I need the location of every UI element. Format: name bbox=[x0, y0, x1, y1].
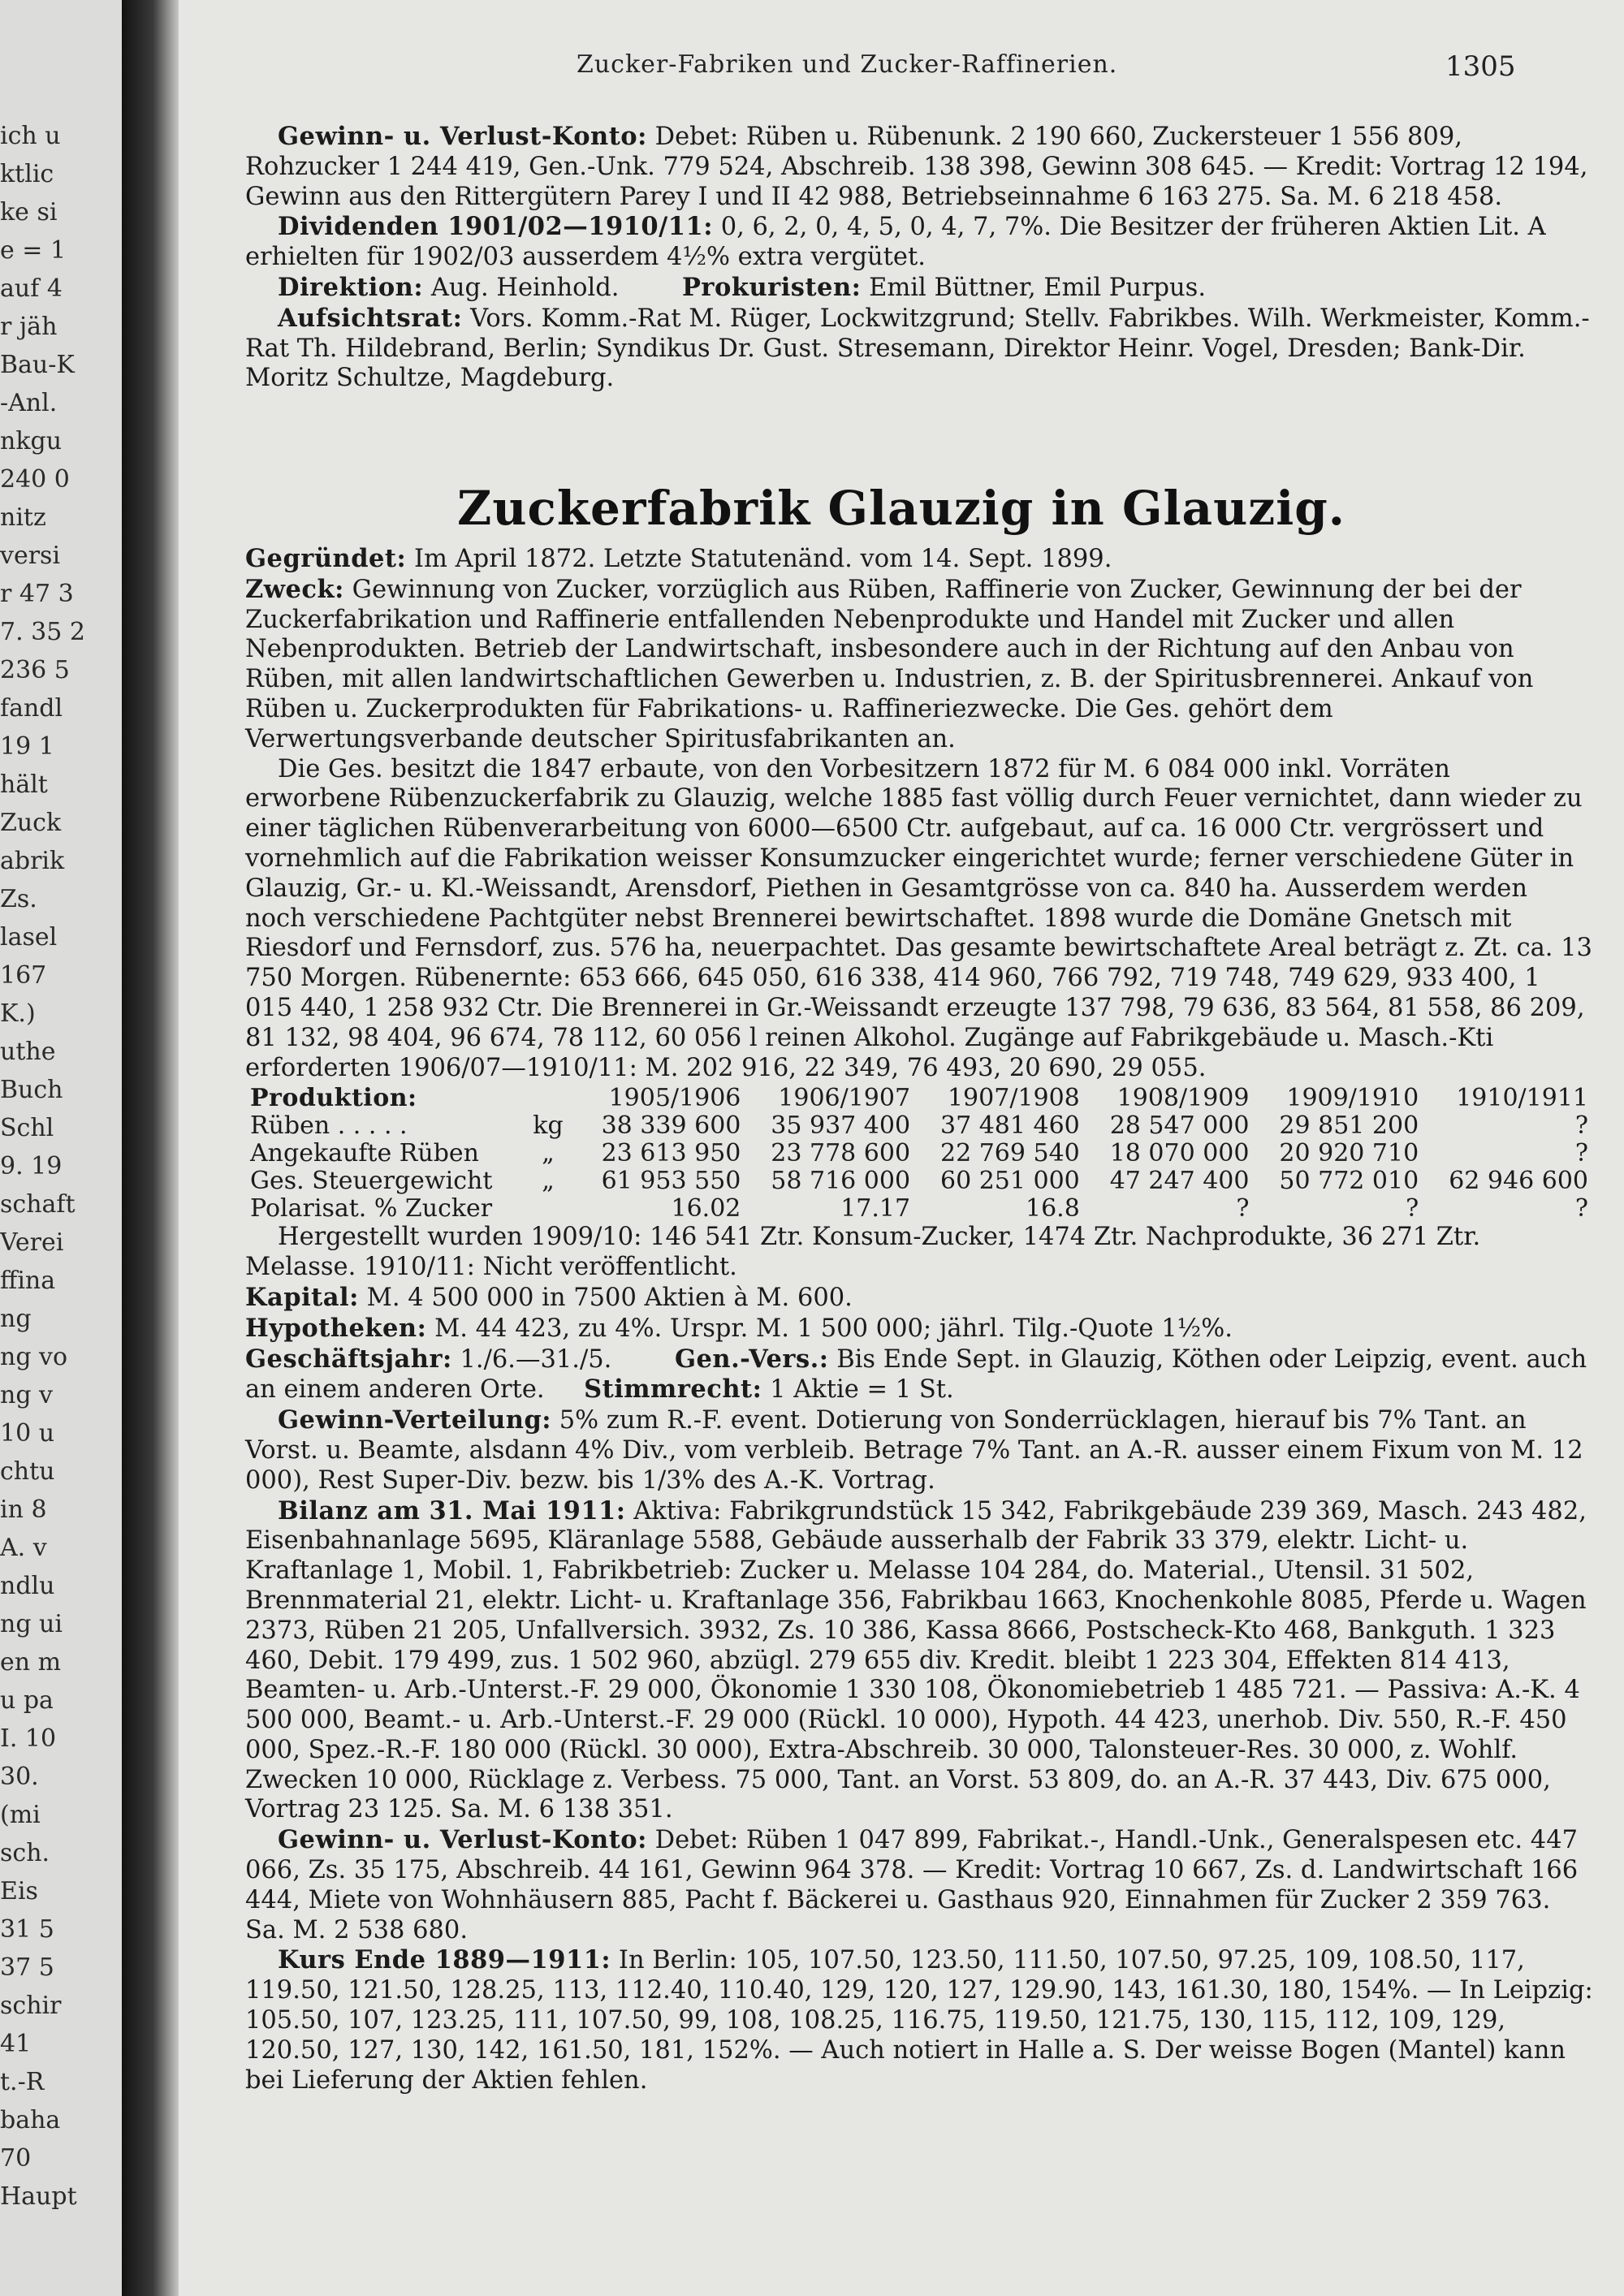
adjacent-page-text: e = 1 bbox=[0, 236, 67, 265]
adjacent-page-text: sch. bbox=[0, 1839, 50, 1867]
page-number: 1305 bbox=[1445, 50, 1516, 83]
adjacent-page-text: en m bbox=[0, 1648, 62, 1677]
adjacent-page-text: Schl bbox=[0, 1114, 54, 1142]
adjacent-page-text: Eis bbox=[0, 1877, 38, 1905]
production-cell: 50 772 010 bbox=[1279, 1167, 1419, 1196]
adjacent-page-text: 37 5 bbox=[0, 1953, 54, 1982]
adjacent-page-text: Zuck bbox=[0, 809, 62, 837]
production-table bbox=[245, 1085, 1593, 1223]
production-row-label: Ges. Steuergewicht bbox=[250, 1167, 493, 1196]
gewinn-verlust-konto: Gewinn- u. Verlust-Konto: Debet: Rüben 1 047 899, Fabrikat.-, Handl.-Unk., Generalspesen etc. 447 066, Zs. 35 175, Abschreib. 44 161, Gewinn 964 378. — Kredit: Vortrag 10 667, Zs. d. Landwirtschaft 166 444, Miete von Wohnhäusern 885, Pacht f. Bäckerei u. Gasthaus 920, Einnahmen für Zucker 2 359 763. Sa. M. 2 538 680. bbox=[245, 1825, 1579, 1944]
adjacent-page-text: I. 10 bbox=[0, 1724, 57, 1753]
adjacent-page-text: Buch bbox=[0, 1076, 63, 1104]
production-cell: 17.17 bbox=[840, 1194, 911, 1224]
production-year: 1908/1909 bbox=[1116, 1084, 1250, 1113]
adjacent-page-text: 30. bbox=[0, 1763, 39, 1791]
adjacent-page-text: ktlic bbox=[0, 160, 54, 188]
production-row bbox=[245, 1167, 1593, 1195]
adjacent-page-text: schir bbox=[0, 1992, 62, 2020]
production-cell: ? bbox=[1236, 1194, 1250, 1224]
production-year: 1910/1911 bbox=[1456, 1084, 1588, 1113]
adjacent-page-text: ndlu bbox=[0, 1572, 55, 1600]
production-cell: ? bbox=[1574, 1139, 1588, 1168]
adjacent-page-text: 236 5 bbox=[0, 656, 70, 684]
adjacent-page-text: t.-R bbox=[0, 2068, 45, 2096]
adjacent-page-text: K.) bbox=[0, 999, 36, 1028]
production-cell: 38 339 600 bbox=[601, 1111, 741, 1141]
production-row-unit bbox=[520, 1195, 576, 1223]
adjacent-page-text: Bau-K bbox=[0, 351, 75, 379]
kapital: Kapital: M. 4 500 000 in 7500 Aktien à M. 600. bbox=[245, 1282, 853, 1312]
adjacent-page-text: 9. 19 bbox=[0, 1152, 63, 1180]
production-label: Produktion: bbox=[250, 1084, 417, 1113]
adjacent-page-text: uthe bbox=[0, 1038, 56, 1066]
production-row-unit: „ bbox=[542, 1167, 555, 1196]
production-year: 1905/1906 bbox=[608, 1084, 741, 1113]
prev-dividends: Dividenden 1901/02—1910/11: 0, 6, 2, 0, 4, 5, 0, 4, 7, 7%. Die Besitzer der früheren Aktien Lit. A erhielten für 1902/03 ausserdem 4½% extra vergütet. bbox=[245, 212, 1546, 272]
production-cell: 18 070 000 bbox=[1109, 1139, 1250, 1168]
adjacent-page-text: r jäh bbox=[0, 313, 58, 341]
book-gutter bbox=[122, 0, 179, 2296]
bilanz: Bilanz am 31. Mai 1911: Aktiva: Fabrikgrundstück 15 342, Fabrikgebäude 239 369, Masch. 243 482, Eisenbahnanlage 5695, Kläranlage 5588, Gebäude ausserhalb der Fabrik 33 379, elektr. Licht- u. Kraftanlage 1, Mobil. 1, Fabrikbetrieb: Zucker u. Melasse 104 284, do. Material., Utensil. 31 502, Brennmaterial 21, elektr. Licht- u. Kraftanlage 356, Fabrikbau 1663, Knochenkohle 8085, Pferde u. Wagen 2373, Rüben 21 205, Unfallversich. 3932, Zs. 10 386, Kassa 8666, Postscheck-Kto 468, Bankguth. 1 323 460, Debit. 179 499, zus. 1 502 960, abzügl. 279 655 div. Kredit. bleibt 1 223 304, Effekten 814 413, Beamten- u. Arb.-Unterst.-F. 29 000, Ökonomie 1 330 108, Ökonomiebetrieb 1 485 721. — Passiva: A.-K. 4 500 000, Beamt.- u. Arb.-Unterst.-F. 29 000 (Rückl. 10 000), Hypoth. 44 423, unerhob. Div. 550, R.-F. 450 000, Spez.-R.-F. 180 000 (Rückl. 30 000), Extra-Abschreib. 30 000, Talonsteuer-Res. 30 000, z. Wohlf. Zwecken 10 000, Rücklage z. Verbess. 75 000, Tant. an Vorst. 53 809, do. an A.-R. 37 443, Div. 675 000, Vortrag 23 125. Sa. M. 6 138 351. bbox=[245, 1495, 1587, 1824]
adjacent-page-text: 70 bbox=[0, 2144, 32, 2173]
adjacent-page-text: u pa bbox=[0, 1686, 54, 1715]
production-row bbox=[245, 1112, 1593, 1140]
hergestellt: Hergestellt wurden 1909/10: 146 541 Ztr. Konsum-Zucker, 1474 Ztr. Nachprodukte, 36 271 Ztr. Melasse. 1910/11: Nicht veröffentlicht. bbox=[245, 1223, 1481, 1282]
adjacent-page-text: 10 u bbox=[0, 1419, 55, 1448]
page bbox=[179, 0, 1624, 2296]
production-row bbox=[245, 1195, 1593, 1223]
adjacent-page-text: 240 0 bbox=[0, 465, 70, 494]
production-row-unit: „ bbox=[542, 1139, 555, 1168]
production-cell: ? bbox=[1574, 1194, 1588, 1224]
adjacent-page-text: Zs. bbox=[0, 885, 37, 913]
prev-aufsichtsrat: Aufsichtsrat: Vors. Komm.-Rat M. Rüger, Lockwitzgrund; Stellv. Fabrikbes. Wilh. Werkmeister, Komm.-Rat Th. Hildebrand, Berlin; Syndikus Dr. Gust. Stresemann, Direktor Heinr. Vogel, Dresden; Bank-Dir. Moritz Schultze, Magdeburg. bbox=[245, 303, 1590, 393]
production-row-label: Angekaufte Rüben bbox=[250, 1139, 479, 1168]
adjacent-page-text: ffina bbox=[0, 1267, 56, 1295]
running-title: Zucker-Fabriken und Zucker-Raffinerien. bbox=[577, 50, 1118, 79]
adjacent-page-text: 7. 35 2 bbox=[0, 618, 85, 646]
production-cell: 23 778 600 bbox=[771, 1139, 911, 1168]
company-body bbox=[245, 544, 1593, 2095]
besitz: Die Ges. besitzt die 1847 erbaute, von den Vorbesitzern 1872 für M. 6 084 000 inkl. Vorräten erworbene Rübenzuckerfabrik zu Glauzig, welche 1885 fast völlig durch Feuer vernichtet, dann wieder zu einer täglichen Rübenverarbeitung von 6000—6500 Ctr. aufgebaut, auf ca. 16 000 Ctr. vergrössert und vornehmlich auf die Fabrikation weisser Konsumzucker eingerichtet wurde; ferner verschiedene Güter in Glauzig, Gr.- u. Kl.-Weissandt, Arensdorf, Piethen in Gesamtgrösse von ca. 840 ha. Ausserdem werden noch verschiedene Pachtgüter nebst Brennerei bewirtschaftet. 1898 wurde die Domäne Gnetsch mit Riesdorf und Fernsdorf, zus. 576 ha, neuerpachtet. Das gesamte bewirtschaftete Areal beträgt z. Zt. ca. 13 750 Morgen. Rübenernte: 653 666, 645 050, 616 338, 414 960, 766 792, 719 748, 749 629, 933 400, 1 015 440, 1 258 932 Ctr. Die Brennerei in Gr.-Weissandt erzeugte 137 798, 79 636, 83 564, 81 558, 86 209, 81 132, 98 404, 96 674, 78 112, 60 056 l reinen Alkohol. Zugänge auf Fabrikgebäude u. Masch.-Kti erforderten 1906/07—1910/11: M. 202 916, 22 349, 76 493, 20 690, 29 055. bbox=[245, 754, 1592, 1082]
adjacent-page-text: abrik bbox=[0, 847, 65, 875]
adjacent-page-text: hält bbox=[0, 770, 48, 799]
adjacent-page-text: ich u bbox=[0, 122, 61, 150]
production-cell: ? bbox=[1574, 1111, 1588, 1141]
kurs: Kurs Ende 1889—1911: In Berlin: 105, 107.50, 123.50, 111.50, 107.50, 97.25, 109, 108.50, 117, 119.50, 121.50, 128.25, 113, 112.40, 110.40, 129, 120, 127, 129.90, 143, 161.30, 180, 154%. — In Leipzig: 105.50, 107, 123.25, 111, 107.50, 99, 108, 108.25, 116.75, 119.50, 121.75, 130, 115, 112, 109, 129, 120.50, 127, 130, 142, 161.50, 181, 152%. — Auch notiert in Halle a. S. Der weisse Bogen (Mantel) kann bei Lieferung der Aktien fehlen. bbox=[245, 1945, 1593, 2095]
adjacent-page-text: ng v bbox=[0, 1381, 54, 1409]
adjacent-page-text: ng ui bbox=[0, 1610, 63, 1638]
production-cell: 16.8 bbox=[1025, 1194, 1080, 1224]
production-year: 1907/1908 bbox=[947, 1084, 1080, 1113]
adjacent-page-text: ke si bbox=[0, 198, 58, 227]
adjacent-page-text: schaft bbox=[0, 1190, 76, 1219]
adjacent-page-text: auf 4 bbox=[0, 274, 63, 303]
adjacent-page-text: lasel bbox=[0, 923, 58, 952]
adjacent-page-text: A. v bbox=[0, 1534, 47, 1562]
production-cell: ? bbox=[1406, 1194, 1419, 1224]
production-cell: 37 481 460 bbox=[940, 1111, 1080, 1141]
production-cell: 29 851 200 bbox=[1279, 1111, 1419, 1141]
adjacent-page-text: ng bbox=[0, 1305, 32, 1333]
adjacent-page-text: chtu bbox=[0, 1457, 55, 1486]
production-cell: 20 920 710 bbox=[1279, 1139, 1419, 1168]
production-header-row bbox=[245, 1085, 1593, 1112]
adjacent-page-fragment bbox=[0, 0, 128, 2296]
production-cell: 16.02 bbox=[671, 1194, 741, 1224]
adjacent-page-text: baha bbox=[0, 2106, 61, 2134]
adjacent-page-text: 19 1 bbox=[0, 732, 54, 761]
production-cell: 60 251 000 bbox=[940, 1167, 1080, 1196]
adjacent-page-text: nkgu bbox=[0, 427, 63, 455]
production-cell: 22 769 540 bbox=[940, 1139, 1080, 1168]
adjacent-page-text: Verei bbox=[0, 1228, 64, 1257]
production-year: 1906/1907 bbox=[778, 1084, 911, 1113]
adjacent-page-text: nitz bbox=[0, 503, 46, 532]
production-row-label: Rüben . . . . . bbox=[250, 1111, 408, 1141]
adjacent-page-text: 167 bbox=[0, 961, 47, 990]
production-year: 1909/1910 bbox=[1286, 1084, 1419, 1113]
hypotheken: Hypotheken: M. 44 423, zu 4%. Urspr. M. 1 500 000; jährl. Tilg.-Quote 1½%. bbox=[245, 1313, 1233, 1343]
production-cell: 47 247 400 bbox=[1109, 1167, 1250, 1196]
previous-company-tail bbox=[245, 122, 1593, 394]
gegruendet: Gegründet: Im April 1872. Letzte Statutenänd. vom 14. Sept. 1899. bbox=[245, 544, 1112, 573]
production-row bbox=[245, 1140, 1593, 1167]
adjacent-page-text: 31 5 bbox=[0, 1915, 54, 1944]
prev-guv: Gewinn- u. Verlust-Konto: Debet: Rüben u. Rübenunk. 2 190 660, Zuckersteuer 1 556 809, Rohzucker 1 244 419, Gen.-Unk. 779 524, Abschreib. 138 398, Gewinn 308 645. — Kredit: Vortrag 12 194, Gewinn aus den Rittergütern Parey I und II 42 988, Betriebseinnahme 6 163 275. Sa. M. 6 218 458. bbox=[245, 122, 1588, 211]
geschaeftsjahr-genvers: Geschäftsjahr: 1./6.—31./5. Gen.-Vers.: Bis Ende Sept. in Glauzig, Köthen oder Leipzig, event. auch an einem anderen Orte. Stimmrecht: 1 Aktie = 1 St. bbox=[245, 1344, 1587, 1405]
production-cell: 61 953 550 bbox=[601, 1167, 741, 1196]
adjacent-page-text: fandl bbox=[0, 694, 63, 723]
adjacent-page-text: (mi bbox=[0, 1801, 41, 1829]
zweck: Zweck: Gewinnung von Zucker, vorzüglich aus Rüben, Raffinerie von Zucker, Gewinnung der bei der Zuckerfabrikation und Raffinerie entfallenden Nebenprodukte und Handel mit Zucker und allen Nebenprodukten. Betrieb der Landwirtschaft, insbesondere auch in der Richtung auf den Anbau von Rüben, mit allen landwirtschaftlichen Gewerben u. Industrien, z. B. der Spiritusbrennerei. Ankauf von Rüben u. Zuckerprodukten für Fabrikations- u. Raffineriezwecke. Die Ges. gehört dem Verwertungsverbande deutscher Spiritusfabrikanten an. bbox=[245, 574, 1534, 753]
production-cell: 62 946 600 bbox=[1449, 1167, 1588, 1196]
adjacent-page-text: in 8 bbox=[0, 1495, 47, 1524]
gewinn-verteilung: Gewinn-Verteilung: 5% zum R.-F. event. Dotierung von Sonderrücklagen, hierauf bis 7% Tant. an Vorst. u. Beamte, alsdann 4% Div., vom verbleib. Betrage 7% Tant. an A.-R. ausser einem Fixum von M. 12 000), Rest Super-Div. bezw. bis 1/3% des A.-K. Vortrag. bbox=[245, 1405, 1583, 1495]
adjacent-page-text: 41 bbox=[0, 2030, 32, 2058]
adjacent-page-text: Haupt bbox=[0, 2182, 77, 2211]
production-cell: 58 716 000 bbox=[771, 1167, 911, 1196]
prev-direktion: Direktion: Aug. Heinhold. Prokuristen: Emil Büttner, Emil Purpus. bbox=[278, 272, 1207, 302]
production-cell: 35 937 400 bbox=[771, 1111, 911, 1141]
adjacent-page-text: -Anl. bbox=[0, 389, 58, 417]
production-cell: 28 547 000 bbox=[1109, 1111, 1250, 1141]
production-row-unit: kg bbox=[533, 1111, 564, 1141]
production-cell: 23 613 950 bbox=[601, 1139, 741, 1168]
adjacent-page-text: versi bbox=[0, 542, 61, 570]
adjacent-page-text: ng vo bbox=[0, 1343, 68, 1371]
company-title: Zuckerfabrik Glauzig in Glauzig. bbox=[457, 481, 1345, 536]
production-row-label: Polarisat. % Zucker bbox=[250, 1194, 493, 1224]
adjacent-page-text: r 47 3 bbox=[0, 580, 74, 608]
